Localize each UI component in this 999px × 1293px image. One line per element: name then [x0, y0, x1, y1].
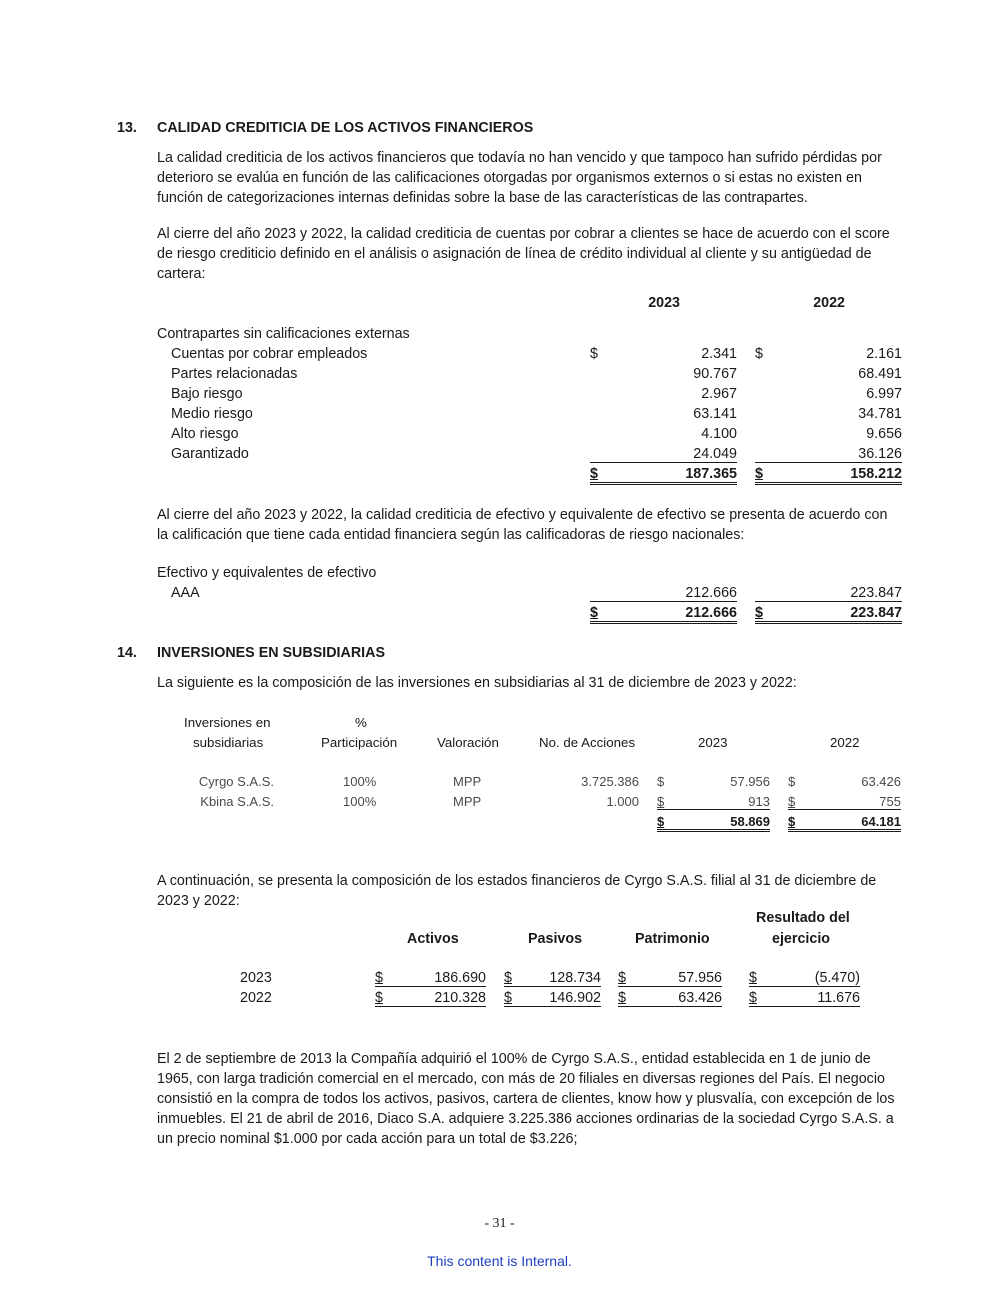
table-row-label: Alto riesgo [171, 426, 239, 442]
column-header-equity: Patrimonio [635, 931, 710, 947]
table-row-label: Cuentas por cobrar empleados [171, 346, 368, 362]
currency-symbol: $ [788, 774, 796, 789]
column-header-investments: Inversiones en [184, 715, 271, 730]
total-currency-symbol: $ [657, 814, 665, 829]
table-cell-shares: 3.725.386 [581, 774, 639, 789]
table-cell-2022: 755 [788, 794, 901, 810]
currency-symbol: $ [590, 346, 598, 362]
table-cell-2023: 2.967 [701, 386, 737, 402]
section-13-paragraph-2: Al cierre del año 2023 y 2022, la calidad crediticia de cuentas por cobrar a clientes se hace de acuerdo con el score de riesgo crediticio definido en el análisis o asignación de línea de crédito individual al cliente y su antigüedad de cartera: [157, 226, 890, 282]
table-cell-valuation: MPP [453, 774, 482, 789]
total-2022: 158.212 [755, 466, 902, 485]
table-cell-2023: 913 [657, 794, 770, 810]
table-cell-2023: 57.956 [730, 774, 770, 789]
column-header-assets: Activos [407, 931, 459, 947]
total-2023: 212.666 [590, 605, 737, 624]
table-cell-2023: 212.666 [590, 585, 737, 602]
table-cell-2022: 6.997 [866, 386, 902, 402]
currency-symbol: $ [618, 970, 626, 986]
page-number: - 31 - [484, 1216, 515, 1231]
classification-label: This content is Internal. [427, 1253, 572, 1269]
table-cell-equity: 63.426 [618, 990, 722, 1007]
table-cell-2023: 90.767 [693, 366, 737, 382]
table-group-label: Efectivo y equivalentes de efectivo [157, 565, 377, 581]
table-cell-result: (5.470) [749, 970, 860, 987]
total-currency-symbol: $ [590, 605, 598, 621]
currency-symbol: $ [749, 990, 757, 1006]
table-row-label: Garantizado [171, 446, 249, 462]
table-cell-participation: 100% [343, 794, 377, 809]
table-cell-2022: 36.126 [755, 446, 902, 463]
total-currency-symbol: $ [788, 814, 796, 829]
table-cell-equity: 57.956 [618, 970, 722, 987]
column-header-participation: Participación [321, 735, 398, 750]
currency-symbol: $ [504, 990, 512, 1006]
table-row-label: Medio riesgo [171, 406, 253, 422]
table-cell-result: 11.676 [749, 990, 860, 1007]
currency-symbol: $ [749, 970, 757, 986]
currency-symbol: $ [375, 970, 383, 986]
column-header-result-2: ejercicio [772, 931, 831, 947]
column-header-2023: 2023 [698, 735, 728, 750]
total-2022: 64.181 [788, 814, 901, 832]
table-cell-2023: 24.049 [590, 446, 737, 463]
table-cell-valuation: MPP [453, 794, 482, 809]
table-cell-2023: 2.341 [701, 346, 737, 362]
table-cell-liabilities: 128.734 [504, 970, 601, 987]
column-header-percent: % [355, 715, 367, 730]
cyrgo-intro-paragraph: A continuación, se presenta la composición de los estados financieros de Cyrgo S.A.S. filial al 31 de diciembre de 2023 y 2022: [157, 873, 877, 909]
total-currency-symbol: $ [590, 466, 598, 482]
cyrgo-acquisition-paragraph: El 2 de septiembre de 2013 la Compañía adquirió el 100% de Cyrgo S.A.S., entidad establecida en 1 de junio de 1965, con larga tradición comercial en el mercado, con más de 20 filiales en diversas regiones del País. El negocio consistió en la compra de todos los activos, pasivos, cartera de clientes, know how y plusvalía, con excepción de los inmuebles. El 21 de abril de 2016, Diaco S.A. adquiere 3.225.386 acciones ordinarias de la sociedad Cyrgo S.A.S. a un precio nominal $1.000 por cada acción para un total de $3.226; [157, 1051, 895, 1147]
table-cell-2022: 63.426 [861, 774, 901, 789]
table-cell-2022: 223.847 [755, 585, 902, 602]
table-row-year: 2023 [240, 970, 272, 986]
currency-symbol: $ [788, 794, 796, 809]
column-header-2023: 2023 [648, 295, 680, 311]
table-cell-2022: 34.781 [858, 406, 902, 422]
section-13-paragraph-1: La calidad crediticia de los activos financieros que todavía no han vencido y que tampoco han sufrido pérdidas por deterioro se evalúa en función de las calificaciones otorgadas por organismos externos o si estas no existen en función de categorizaciones internas definidas sobre la base de las características de las contrapartes. [157, 150, 882, 206]
section-14-title: INVERSIONES EN SUBSIDIARIAS [157, 645, 385, 661]
table-cell-liabilities: 146.902 [504, 990, 601, 1007]
column-header-result: Resultado del [756, 910, 850, 926]
currency-symbol: $ [618, 990, 626, 1006]
table-row-label: Bajo riesgo [171, 386, 243, 402]
section-13-title: CALIDAD CREDITICIA DE LOS ACTIVOS FINANCIEROS [157, 120, 534, 136]
total-2023: 187.365 [590, 466, 737, 485]
column-header-valuation: Valoración [437, 735, 499, 750]
table-row-label: AAA [171, 585, 200, 601]
table-cell-2022: 68.491 [858, 366, 902, 382]
total-2023: 58.869 [657, 814, 770, 832]
table-cell-assets: 210.328 [375, 990, 486, 1007]
column-header-shares: No. de Acciones [539, 735, 636, 750]
table-row-label: Partes relacionadas [171, 366, 298, 382]
currency-symbol: $ [657, 774, 665, 789]
table-row-year: 2022 [240, 990, 272, 1006]
column-header-investments-2: subsidiarias [193, 735, 264, 750]
total-currency-symbol: $ [755, 466, 763, 482]
table-cell-2023: 4.100 [701, 426, 737, 442]
section-14-intro: La siguiente es la composición de las inversiones en subsidiarias al 31 de diciembre de 2023 y 2022: [157, 675, 797, 691]
table-cell-shares: 1.000 [606, 794, 639, 809]
currency-symbol: $ [755, 346, 763, 362]
currency-symbol: $ [504, 970, 512, 986]
table-cell-participation: 100% [343, 774, 377, 789]
total-2022: 223.847 [755, 605, 902, 624]
table-cell-2023: 63.141 [693, 406, 737, 422]
column-header-2022: 2022 [813, 295, 845, 311]
currency-symbol: $ [375, 990, 383, 1006]
table-cell-assets: 186.690 [375, 970, 486, 987]
table-cell-2022: 9.656 [866, 426, 902, 442]
table-cell-2022: 2.161 [866, 346, 902, 362]
section-13-number: 13. [117, 120, 137, 136]
table-group-label: Contrapartes sin calificaciones externas [157, 326, 410, 342]
column-header-liabilities: Pasivos [528, 931, 583, 947]
column-header-2022: 2022 [830, 735, 860, 750]
currency-symbol: $ [657, 794, 665, 809]
section-13-paragraph-3: Al cierre del año 2023 y 2022, la calidad crediticia de efectivo y equivalente de efectivo se presenta de acuerdo con la calificación que tiene cada entidad financiera según las calificadoras de riesgo nacionales: [157, 507, 888, 543]
section-14-number: 14. [117, 645, 137, 661]
total-currency-symbol: $ [755, 605, 763, 621]
table-row-name: Cyrgo S.A.S. [198, 774, 274, 789]
table-row-name: Kbina S.A.S. [200, 794, 274, 809]
